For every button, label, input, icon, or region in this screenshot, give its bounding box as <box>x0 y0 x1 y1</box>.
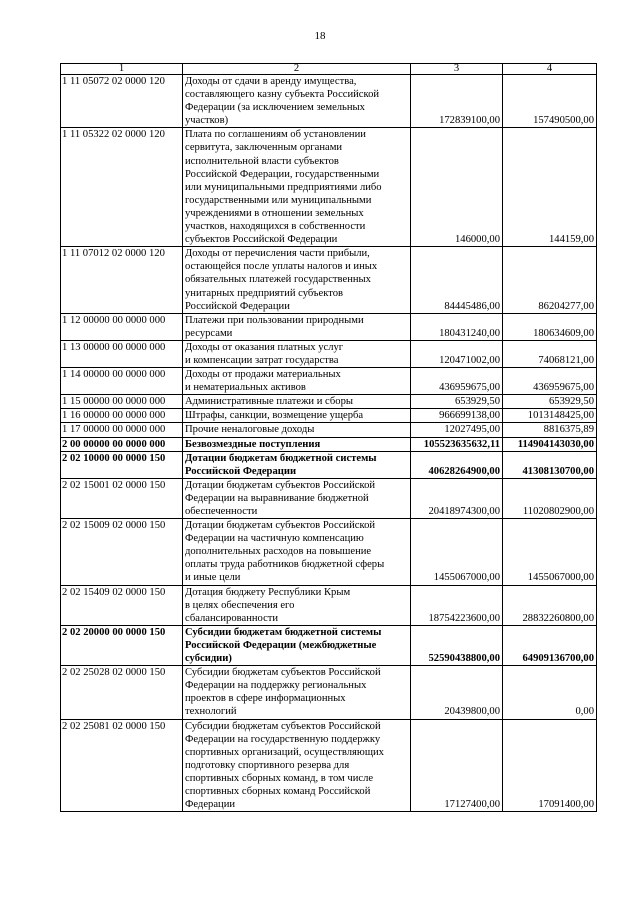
budget-code-cell: 2 02 10000 00 0000 150 <box>61 451 183 478</box>
table-row <box>61 519 597 585</box>
value-2-cell: 180634609,00 <box>503 313 597 340</box>
value-2-cell: 64909136700,00 <box>503 625 597 665</box>
table-row <box>61 368 597 395</box>
table-row <box>61 423 597 437</box>
value-2-cell: 74068121,00 <box>503 340 597 367</box>
table-row <box>61 128 597 247</box>
value-2-cell: 653929,50 <box>503 395 597 409</box>
budget-revenue-table <box>60 63 597 812</box>
description-cell: Доходы от оказания платных услуг и компенсации затрат государства <box>183 340 411 367</box>
description-cell: Доходы от продажи материальных и нематериальных активов <box>183 368 411 395</box>
description-cell: Дотации бюджетам субъектов Российской Федерации на выравнивание бюджетной обеспеченности <box>183 478 411 518</box>
value-1-cell: 17127400,00 <box>411 719 503 812</box>
value-2-cell: 114904143030,00 <box>503 437 597 451</box>
value-2-cell: 1013148425,00 <box>503 409 597 423</box>
table-row <box>61 451 597 478</box>
value-2-cell: 86204277,00 <box>503 247 597 313</box>
budget-code-cell: 1 13 00000 00 0000 000 <box>61 340 183 367</box>
table-row <box>61 478 597 518</box>
budget-code-cell: 1 16 00000 00 0000 000 <box>61 409 183 423</box>
table-row <box>61 247 597 313</box>
value-1-cell: 653929,50 <box>411 395 503 409</box>
column-header-value-2: 4 <box>503 64 597 75</box>
value-1-cell: 18754223600,00 <box>411 585 503 625</box>
budget-code-cell: 1 11 07012 02 0000 120 <box>61 247 183 313</box>
budget-code-cell: 1 11 05322 02 0000 120 <box>61 128 183 247</box>
value-1-cell: 84445486,00 <box>411 247 503 313</box>
description-cell: Субсидии бюджетам субъектов Российской Федерации на поддержку региональных проектов в сфере информационных технологий <box>183 666 411 719</box>
description-cell: Доходы от перечисления части прибыли, остающейся после уплаты налогов и иных обязательных платежей государственных унитарных предприятий субъектов Российской Федерации <box>183 247 411 313</box>
value-1-cell: 120471002,00 <box>411 340 503 367</box>
value-2-cell: 8816375,89 <box>503 423 597 437</box>
budget-code-cell: 2 00 00000 00 0000 000 <box>61 437 183 451</box>
value-2-cell: 28832260800,00 <box>503 585 597 625</box>
value-1-cell: 20439800,00 <box>411 666 503 719</box>
description-cell: Плата по соглашениям об установлении сервитута, заключенным органами исполнительной власти субъектов Российской Федерации, государственными или муниципальными предприятиями либо государственными или муниципальными учреждениями в отношении земельных участков, находящихся в собственности субъектов Российской Федерации <box>183 128 411 247</box>
column-header-name: 2 <box>183 64 411 75</box>
budget-code-cell: 2 02 15409 02 0000 150 <box>61 585 183 625</box>
value-2-cell: 17091400,00 <box>503 719 597 812</box>
table-row <box>61 75 597 128</box>
description-cell: Доходы от сдачи в аренду имущества, составляющего казну субъекта Российской Федерации (за исключением земельных участков) <box>183 75 411 128</box>
description-cell: Прочие неналоговые доходы <box>183 423 411 437</box>
value-1-cell: 180431240,00 <box>411 313 503 340</box>
description-cell: Административные платежи и сборы <box>183 395 411 409</box>
table-row <box>61 437 597 451</box>
budget-code-cell: 2 02 25028 02 0000 150 <box>61 666 183 719</box>
budget-code-cell: 1 14 00000 00 0000 000 <box>61 368 183 395</box>
value-1-cell: 172839100,00 <box>411 75 503 128</box>
budget-code-cell: 1 17 00000 00 0000 000 <box>61 423 183 437</box>
description-cell: Субсидии бюджетам бюджетной системы Российской Федерации (межбюджетные субсидии) <box>183 625 411 665</box>
description-cell: Дотация бюджету Республики Крым в целях обеспечения его сбалансированности <box>183 585 411 625</box>
budget-code-cell: 2 02 15009 02 0000 150 <box>61 519 183 585</box>
value-1-cell: 12027495,00 <box>411 423 503 437</box>
value-1-cell: 105523635632,11 <box>411 437 503 451</box>
budget-code-cell: 2 02 20000 00 0000 150 <box>61 625 183 665</box>
column-header-value-1: 3 <box>411 64 503 75</box>
description-cell: Дотации бюджетам бюджетной системы Российской Федерации <box>183 451 411 478</box>
budget-code-cell: 1 12 00000 00 0000 000 <box>61 313 183 340</box>
table-row <box>61 585 597 625</box>
budget-code-cell: 1 15 00000 00 0000 000 <box>61 395 183 409</box>
value-1-cell: 146000,00 <box>411 128 503 247</box>
value-1-cell: 40628264900,00 <box>411 451 503 478</box>
value-2-cell: 1455067000,00 <box>503 519 597 585</box>
table-row <box>61 395 597 409</box>
description-cell: Безвозмездные поступления <box>183 437 411 451</box>
description-cell: Дотации бюджетам субъектов Российской Федерации на частичную компенсацию дополнительных расходов на повышение оплаты труда работников бюджетной сферы и иные цели <box>183 519 411 585</box>
description-cell: Штрафы, санкции, возмещение ущерба <box>183 409 411 423</box>
description-cell: Субсидии бюджетам субъектов Российской Федерации на государственную поддержку спортивных организаций, осуществляющих подготовку спортивного резерва для спортивных сборных команд, в том числе спортивных сборных команд Российской Федерации <box>183 719 411 812</box>
table-row <box>61 340 597 367</box>
value-1-cell: 20418974300,00 <box>411 478 503 518</box>
value-2-cell: 144159,00 <box>503 128 597 247</box>
description-cell: Платежи при пользовании природными ресурсами <box>183 313 411 340</box>
page-number: 18 <box>314 30 326 42</box>
table-row <box>61 313 597 340</box>
table-row <box>61 666 597 719</box>
table-row <box>61 719 597 812</box>
value-1-cell: 436959675,00 <box>411 368 503 395</box>
value-2-cell: 436959675,00 <box>503 368 597 395</box>
value-2-cell: 0,00 <box>503 666 597 719</box>
value-2-cell: 157490500,00 <box>503 75 597 128</box>
table-row <box>61 409 597 423</box>
budget-code-cell: 2 02 15001 02 0000 150 <box>61 478 183 518</box>
budget-code-cell: 2 02 25081 02 0000 150 <box>61 719 183 812</box>
table-body <box>61 75 597 812</box>
value-2-cell: 41308130700,00 <box>503 451 597 478</box>
value-1-cell: 966699138,00 <box>411 409 503 423</box>
table-header-row <box>61 64 597 75</box>
value-2-cell: 11020802900,00 <box>503 478 597 518</box>
value-1-cell: 52590438800,00 <box>411 625 503 665</box>
budget-code-cell: 1 11 05072 02 0000 120 <box>61 75 183 128</box>
column-header-code: 1 <box>61 64 183 75</box>
table-row <box>61 625 597 665</box>
value-1-cell: 1455067000,00 <box>411 519 503 585</box>
